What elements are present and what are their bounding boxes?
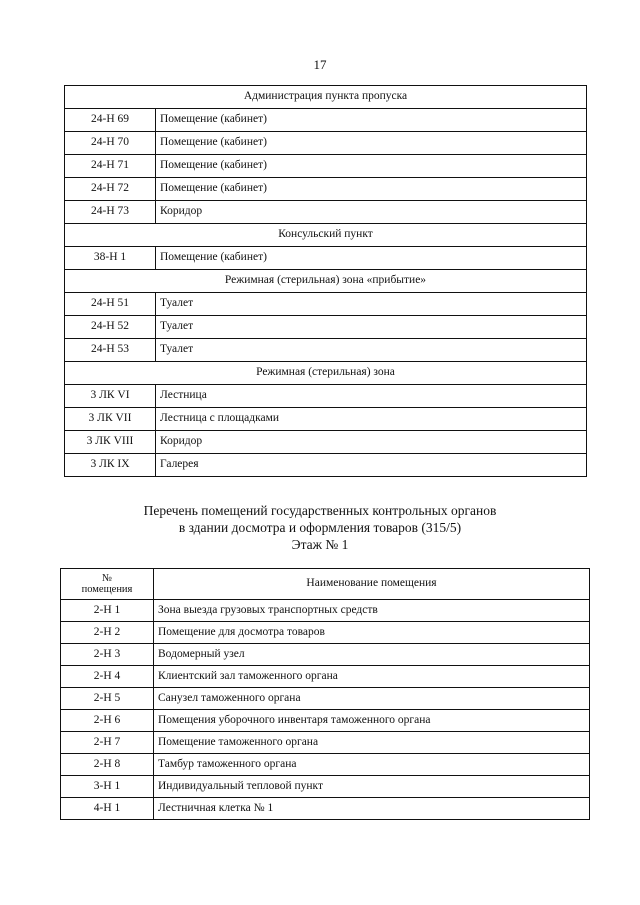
room-code: 24-Н 69 xyxy=(65,109,156,132)
table-row xyxy=(61,754,590,776)
room-code: 24-Н 53 xyxy=(65,339,156,362)
room-name: Помещение (кабинет) xyxy=(156,155,587,178)
table-row xyxy=(65,431,587,454)
room-code: 2-Н 8 xyxy=(61,754,154,776)
room-code: 3 ЛК VI xyxy=(65,385,156,408)
column-header-number-label: помещения xyxy=(81,584,133,595)
page-number: 17 xyxy=(313,57,327,72)
room-code: 38-Н 1 xyxy=(65,247,156,270)
room-name: Коридор xyxy=(156,431,587,454)
table-row xyxy=(65,293,587,316)
table-row xyxy=(65,408,587,431)
section-header-row xyxy=(65,270,587,293)
room-code: 24-Н 70 xyxy=(65,132,156,155)
table-row xyxy=(65,132,587,155)
room-name: Туалет xyxy=(156,316,587,339)
room-name: Помещение (кабинет) xyxy=(156,247,587,270)
room-name: Лестница xyxy=(156,385,587,408)
table-row xyxy=(61,710,590,732)
column-header-name: Наименование помещения xyxy=(154,569,590,600)
section-header-row xyxy=(65,362,587,385)
room-code: 2-Н 6 xyxy=(61,710,154,732)
room-code: 2-Н 5 xyxy=(61,688,154,710)
table-row xyxy=(61,644,590,666)
table-row xyxy=(65,339,587,362)
table-row xyxy=(61,600,590,622)
room-code: 2-Н 2 xyxy=(61,622,154,644)
room-name: Помещение (кабинет) xyxy=(156,178,587,201)
room-name: Лестничная клетка № 1 xyxy=(154,798,590,820)
room-name: Лестница с площадками xyxy=(156,408,587,431)
room-name: Помещение (кабинет) xyxy=(156,109,587,132)
table-row xyxy=(61,732,590,754)
room-code: 2-Н 1 xyxy=(61,600,154,622)
room-name: Помещение для досмотра товаров xyxy=(154,622,590,644)
room-code: 24-Н 51 xyxy=(65,293,156,316)
room-code: 24-Н 71 xyxy=(65,155,156,178)
table-row xyxy=(65,155,587,178)
section-header-row xyxy=(65,86,587,109)
room-name: Зона выезда грузовых транспортных средств xyxy=(154,600,590,622)
section-header-row xyxy=(65,224,587,247)
list-title-line: Перечень помещений государственных контрольных органов xyxy=(143,503,497,518)
room-code: 3 ЛК VIII xyxy=(65,431,156,454)
list-title xyxy=(0,502,640,553)
room-name: Помещение таможенного органа xyxy=(154,732,590,754)
room-code: 3 ЛК VII xyxy=(65,408,156,431)
table-row xyxy=(65,454,587,477)
table-row xyxy=(65,247,587,270)
table-row xyxy=(65,109,587,132)
room-code: 3-Н 1 xyxy=(61,776,154,798)
table-header-row xyxy=(61,569,590,600)
room-code: 4-Н 1 xyxy=(61,798,154,820)
table-row xyxy=(65,201,587,224)
room-code: 2-Н 4 xyxy=(61,666,154,688)
table-row xyxy=(61,688,590,710)
room-code: 2-Н 3 xyxy=(61,644,154,666)
section-title: Режимная (стерильная) зона xyxy=(65,362,587,385)
table-row xyxy=(61,776,590,798)
room-name: Туалет xyxy=(156,293,587,316)
table-row xyxy=(61,666,590,688)
room-code: 24-Н 73 xyxy=(65,201,156,224)
room-name: Тамбур таможенного органа xyxy=(154,754,590,776)
column-header-number xyxy=(61,569,154,600)
table-row xyxy=(65,178,587,201)
list-title-line: в здании досмотра и оформления товаров (315/5) xyxy=(178,520,462,535)
room-name: Клиентский зал таможенного органа xyxy=(154,666,590,688)
room-code: 24-Н 72 xyxy=(65,178,156,201)
room-name: Индивидуальный тепловой пункт xyxy=(154,776,590,798)
section-title: Консульский пункт xyxy=(65,224,587,247)
room-name: Туалет xyxy=(156,339,587,362)
section-title: Режимная (стерильная) зона «прибытие» xyxy=(65,270,587,293)
table-row xyxy=(61,798,590,820)
floor-title: Этаж № 1 xyxy=(291,537,349,552)
room-name: Коридор xyxy=(156,201,587,224)
room-name: Помещения уборочного инвентаря таможенного органа xyxy=(154,710,590,732)
rooms-table-floor-1 xyxy=(60,568,590,820)
section-title: Администрация пункта пропуска xyxy=(65,86,587,109)
rooms-table-continued xyxy=(64,85,587,477)
table-row xyxy=(61,622,590,644)
room-code: 2-Н 7 xyxy=(61,732,154,754)
table-row xyxy=(65,316,587,339)
room-code: 24-Н 52 xyxy=(65,316,156,339)
room-name: Водомерный узел xyxy=(154,644,590,666)
room-name: Помещение (кабинет) xyxy=(156,132,587,155)
room-name: Санузел таможенного органа xyxy=(154,688,590,710)
room-code: 3 ЛК IX xyxy=(65,454,156,477)
room-name: Галерея xyxy=(156,454,587,477)
table-row xyxy=(65,385,587,408)
column-header-number-symbol: № xyxy=(101,573,113,584)
